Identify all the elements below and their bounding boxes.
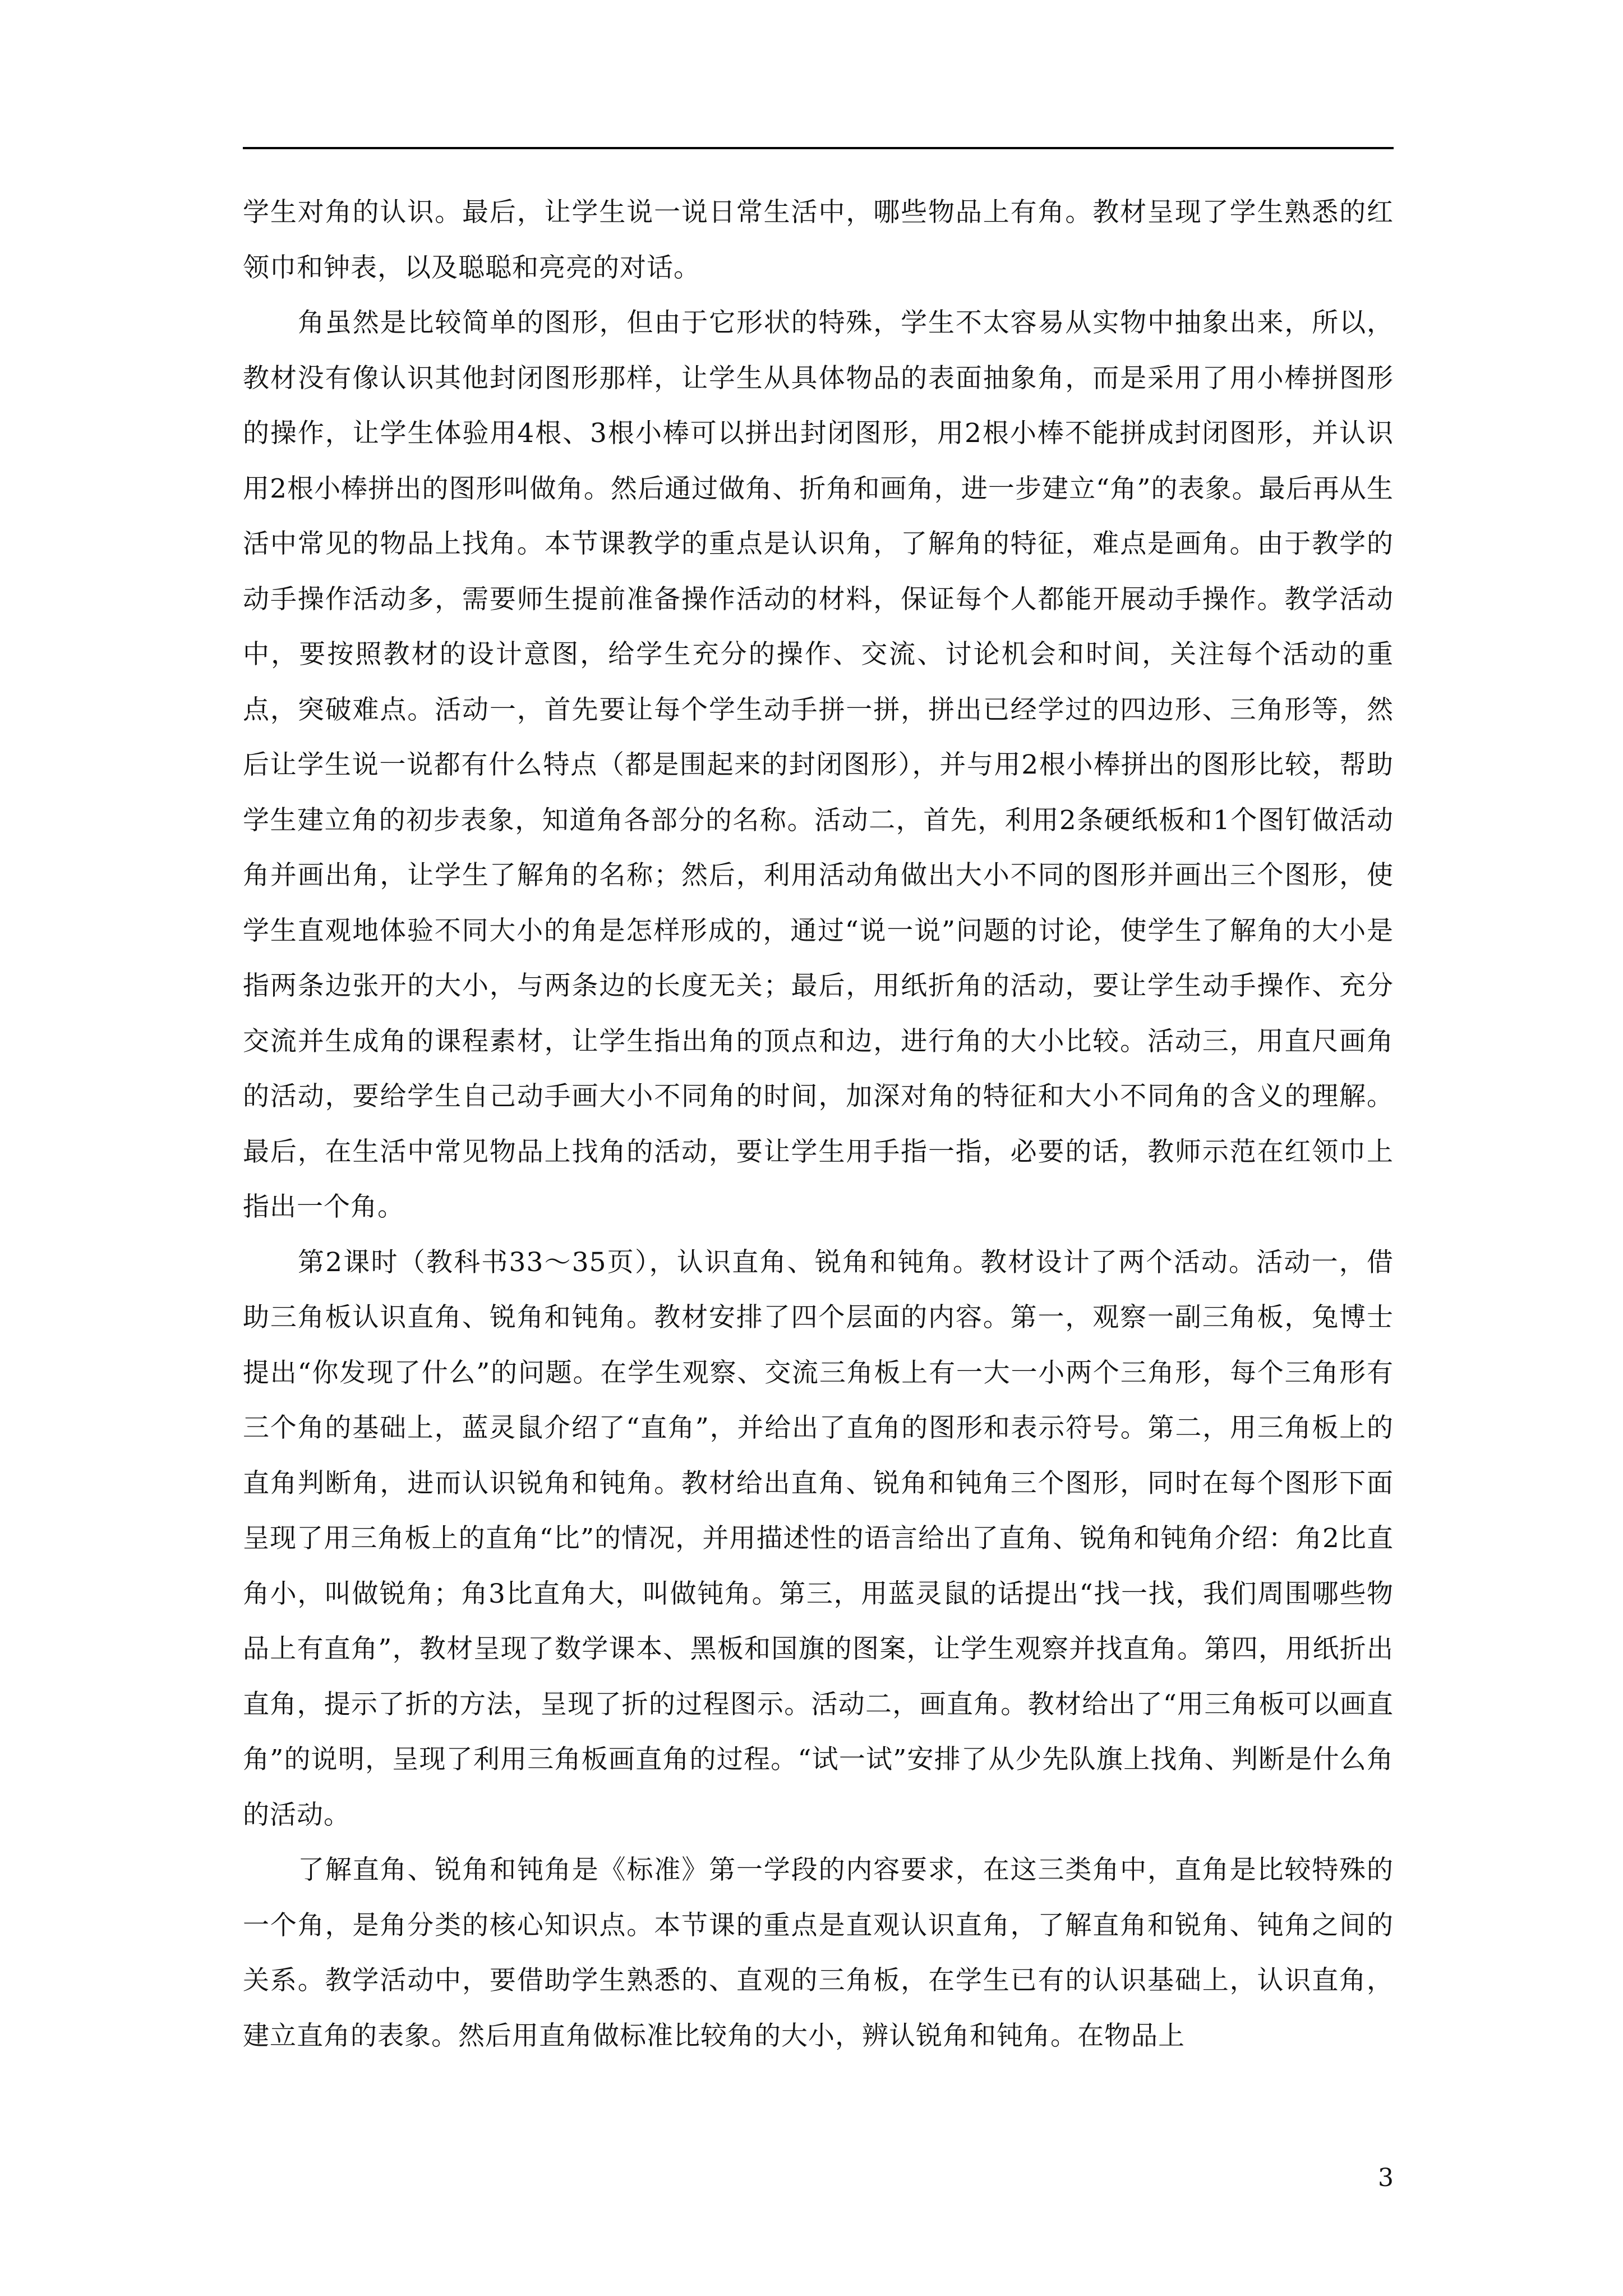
header-rule bbox=[243, 147, 1394, 149]
body-text bbox=[243, 185, 1394, 2064]
paragraph-1: 学生对角的认识。最后，让学生说一说日常生活中，哪些物品上有角。教材呈现了学生熟悉的红领巾和钟表，以及聪聪和亮亮的对话。 bbox=[243, 197, 1394, 283]
paragraph-2: 角虽然是比较简单的图形，但由于它形状的特殊，学生不太容易从实物中抽象出来，所以，教材没有像认识其他封闭图形那样，让学生从具体物品的表面抽象角，而是采用了用小棒拼图形的操作，让学生体验用4根、3根小棒可以拼出封闭图形，用2根小棒不能拼成封闭图形，并认识用2根小棒拼出的图形叫做角。然后通过做角、折角和画角，进一步建立“角”的表象。最后再从生活中常见的物品上找角。本节课教学的重点是认识角，了解角的特征，难点是画角。由于教学的动手操作活动多，需要师生提前准备操作活动的材料，保证每个人都能开展动手操作。教学活动中，要按照教材的设计意图，给学生充分的操作、交流、讨论机会和时间，关注每个活动的重点，突破难点。活动一，首先要让每个学生动手拼一拼，拼出已经学过的四边形、三角形等，然后让学生说一说都有什么特点（都是围起来的封闭图形），并与用2根小棒拼出的图形比较，帮助学生建立角的初步表象，知道角各部分的名称。活动二，首先，利用2条硬纸板和1个图钉做活动角并画出角，让学生了解角的名称；然后，利用活动角做出大小不同的图形并画出三个图形，使学生直观地体验不同大小的角是怎样形成的，通过“说一说”问题的讨论，使学生了解角的大小是指两条边张开的大小，与两条边的长度无关；最后，用纸折角的活动，要让学生动手操作、充分交流并生成角的课程素材，让学生指出角的顶点和边，进行角的大小比较。活动三，用直尺画角的活动，要给学生自己动手画大小不同角的时间，加深对角的特征和大小不同角的含义的理解。最后，在生活中常见物品上找角的活动，要让学生用手指一指，必要的话，教师示范在红领巾上指出一个角。 bbox=[243, 307, 1394, 1222]
paragraph-3: 第2课时（教科书33～35页），认识直角、锐角和钝角。教材设计了两个活动。活动一，借助三角板认识直角、锐角和钝角。教材安排了四个层面的内容。第一，观察一副三角板，兔博士提出“你发现了什么”的问题。在学生观察、交流三角板上有一大一小两个三角形，每个三角形有三个角的基础上，蓝灵鼠介绍了“直角”，并给出了直角的图形和表示符号。第二，用三角板上的直角判断角，进而认识锐角和钝角。教材给出直角、锐角和钝角三个图形，同时在每个图形下面呈现了用三角板上的直角“比”的情况，并用描述性的语言给出了直角、锐角和钝角介绍：角2比直角小，叫做锐角；角3比直角大，叫做钝角。第三，用蓝灵鼠的话提出“找一找，我们周围哪些物品上有直角”，教材呈现了数学课本、黑板和国旗的图案，让学生观察并找直角。第四，用纸折出直角，提示了折的方法，呈现了折的过程图示。活动二，画直角。教材给出了“用三角板可以画直角”的说明，呈现了利用三角板画直角的过程。“试一试”安排了从少先队旗上找角、判断是什么角的活动。 bbox=[243, 1246, 1394, 1830]
page-number: 3 bbox=[1378, 2164, 1394, 2192]
paragraph-4: 了解直角、锐角和钝角是《标准》第一学段的内容要求，在这三类角中，直角是比较特殊的一个角，是角分类的核心知识点。本节课的重点是直观认识直角，了解直角和锐角、钝角之间的关系。教学活动中，要借助学生熟悉的、直观的三角板，在学生已有的认识基础上，认识直角，建立直角的表象。然后用直角做标准比较角的大小，辨认锐角和钝角。在物品上 bbox=[243, 1855, 1394, 2051]
